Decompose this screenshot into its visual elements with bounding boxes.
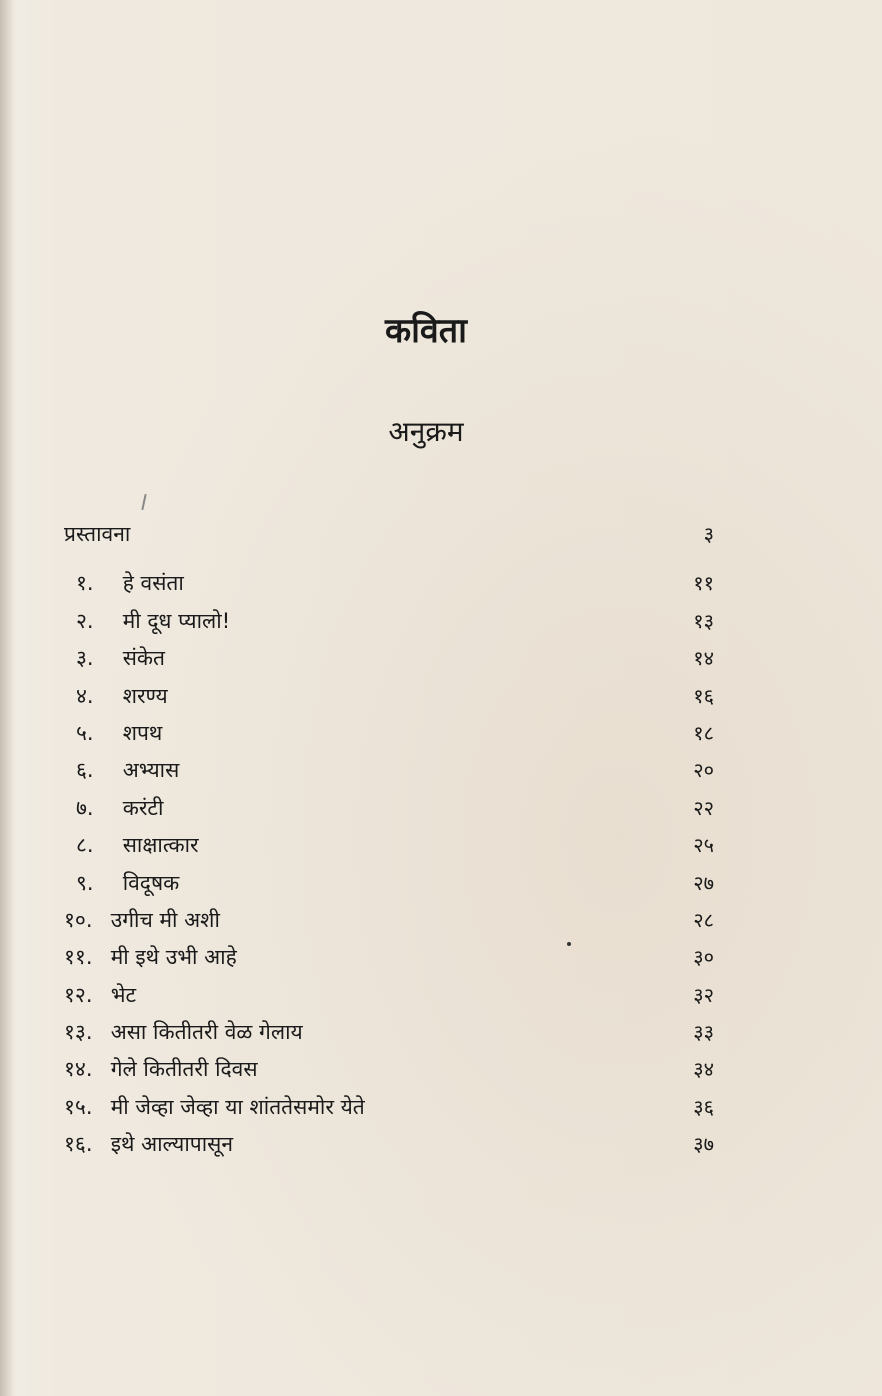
toc-row	[64, 752, 714, 789]
toc-label: शपथ	[122, 720, 163, 745]
toc-page-number: ३३	[693, 1020, 714, 1045]
toc-number: ३.	[76, 646, 94, 671]
toc-number: ११.	[64, 945, 93, 970]
toc-label: अभ्यास	[122, 758, 180, 783]
toc-number: १.	[76, 571, 94, 596]
toc-page-number: ३०	[693, 945, 714, 970]
toc-row	[64, 565, 714, 602]
toc-page-number: ३७	[693, 1132, 714, 1157]
toc-row	[64, 1089, 714, 1126]
toc-number: १२.	[64, 982, 93, 1007]
toc-label: संकेत	[122, 646, 165, 671]
toc-page-number: ३	[703, 522, 714, 546]
page-subtitle-text: अनुक्रम	[388, 415, 464, 448]
toc-page-number: १८	[693, 720, 714, 745]
toc-label: साक्षात्कार	[122, 833, 199, 858]
toc-label: मी जेव्हा जेव्हा या शांततेसमोर येते	[110, 1094, 365, 1119]
toc-row-preface	[64, 516, 714, 553]
toc-number: १६.	[64, 1132, 93, 1157]
toc-row	[64, 1014, 714, 1051]
pencil-mark	[141, 494, 146, 510]
table-of-contents	[64, 516, 714, 1164]
toc-number: १३.	[64, 1020, 93, 1045]
toc-label: शरण्य	[122, 683, 168, 708]
toc-number: ५.	[76, 720, 94, 745]
toc-row	[64, 603, 714, 640]
toc-page-number: २०	[693, 758, 714, 783]
toc-page-number: १४	[693, 646, 714, 671]
toc-page-number: ११	[693, 571, 714, 596]
toc-number: ९.	[76, 870, 94, 895]
toc-number: १५.	[64, 1094, 93, 1119]
toc-page-number: १३	[693, 608, 714, 633]
toc-page-number: ३६	[693, 1094, 714, 1119]
page-title	[0, 306, 882, 352]
toc-label: मी इथे उभी आहे	[110, 945, 237, 970]
toc-label: हे वसंता	[122, 571, 184, 596]
toc-label: इथे आल्यापासून	[110, 1132, 233, 1157]
toc-label: उगीच मी अशी	[110, 907, 220, 932]
page-title-text: कविता	[384, 311, 467, 351]
toc-label: प्रस्तावना	[64, 522, 131, 546]
toc-label: असा कितीतरी वेळ गेलाय	[110, 1020, 303, 1045]
toc-row	[64, 939, 714, 976]
toc-page-number: २७	[693, 870, 714, 895]
toc-page-number: ३२	[693, 982, 714, 1007]
toc-page-number: २२	[693, 795, 714, 820]
toc-row	[64, 715, 714, 752]
toc-number: ६.	[76, 758, 94, 783]
toc-label: विदूषक	[122, 870, 180, 895]
toc-number: ७.	[76, 795, 94, 820]
toc-row	[64, 640, 714, 677]
toc-row	[64, 865, 714, 902]
toc-number: १०.	[64, 907, 93, 932]
toc-number: २.	[76, 608, 94, 633]
toc-row	[64, 790, 714, 827]
toc-row	[64, 827, 714, 864]
toc-label: करंटी	[122, 795, 164, 820]
toc-label: भेट	[110, 982, 137, 1007]
toc-row	[64, 1051, 714, 1088]
page-subtitle	[0, 412, 882, 450]
toc-page-number: ३४	[693, 1057, 714, 1082]
toc-number: १४.	[64, 1057, 93, 1082]
toc-page-number: १६	[693, 683, 714, 708]
toc-row	[64, 678, 714, 715]
toc-page-number: २८	[693, 907, 714, 932]
toc-number: ४.	[76, 683, 94, 708]
toc-row	[64, 977, 714, 1014]
toc-page-number: २५	[693, 833, 714, 858]
toc-row	[64, 902, 714, 939]
toc-label: मी दूध प्यालो!	[122, 608, 231, 633]
toc-label: गेले कितीतरी दिवस	[110, 1057, 258, 1082]
toc-row	[64, 1126, 714, 1163]
toc-number: ८.	[76, 833, 94, 858]
ink-dot	[567, 942, 571, 946]
